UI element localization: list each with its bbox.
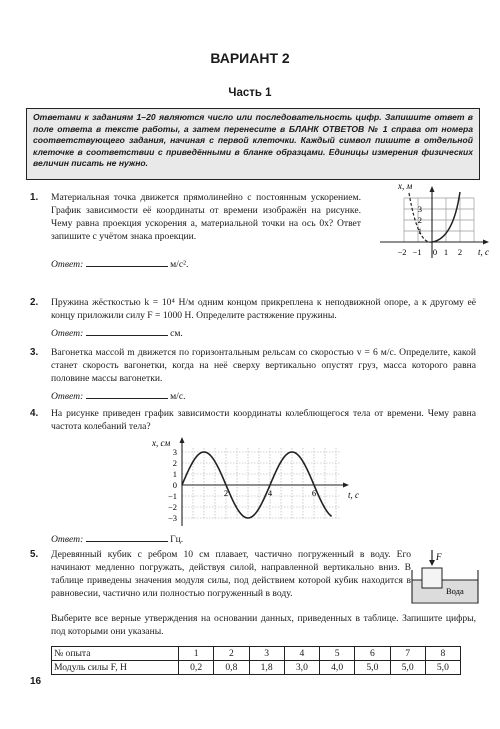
- graph-4-xtick: 4: [267, 488, 273, 498]
- graph-1: [372, 178, 494, 276]
- question-2-number: 2.: [30, 297, 39, 308]
- graph-4-ytick: −1: [167, 491, 177, 501]
- table-cell: 1: [179, 647, 214, 661]
- graph-4-ylabel: x, см: [152, 438, 171, 448]
- table-cell: 0,8: [214, 661, 249, 675]
- table-cell: 6: [355, 647, 390, 661]
- table-cell: 7: [390, 647, 425, 661]
- graph-4-xlabel: t, с: [348, 490, 359, 500]
- question-3-text: Вагонетка массой m движется по горизонтальным рельсам со скоростью v = 6 м/с. Определите, какой станет скорость вагонетки, когда на неё сверху вертикально опустят груз, масса которого равна половине массы вагонетки.: [51, 347, 476, 384]
- table-header: Модуль силы F, Н: [52, 661, 179, 675]
- graph-1-xtick: −2: [397, 247, 407, 257]
- answer-unit: м/с².: [170, 259, 189, 270]
- question-3-answer: [51, 389, 186, 402]
- graph-4-ytick: 1: [172, 469, 177, 479]
- graph-4-ytick: 0: [172, 480, 177, 490]
- answer-field[interactable]: [86, 257, 168, 267]
- variant-title: ВАРИАНТ 2: [210, 50, 290, 66]
- table-cell: 8: [425, 647, 460, 661]
- table-cell: 5,0: [425, 661, 460, 675]
- answer-label: Ответ:: [51, 534, 84, 545]
- table-row: [52, 647, 461, 661]
- question-4-text: На рисунке приведен график зависимости координаты колеблющегося тела от времени. Чему равна частота колебаний тела?: [51, 408, 476, 432]
- question-5-instruction: Выберите все верные утверждения на основании данных, приведенных в таблице. Запишите цифры, под которыми они указаны.: [51, 613, 476, 637]
- water-label: Вода: [446, 586, 464, 596]
- graph-4-xtick: 6: [311, 488, 317, 498]
- question-5-number: 5.: [30, 549, 39, 560]
- table-cell: 4: [284, 647, 319, 661]
- question-1-number: 1.: [30, 192, 39, 203]
- table-row: [52, 661, 461, 675]
- table-cell: 4,0: [320, 661, 355, 675]
- graph-4-ytick: 2: [172, 458, 177, 468]
- graph-1-xlabel: t, c: [478, 247, 489, 257]
- question-1-answer: [51, 257, 188, 270]
- graph-4-ytick: 3: [172, 447, 177, 457]
- graph-4-xtick: 2: [223, 488, 229, 498]
- graph-1-xtick: 0: [432, 247, 438, 257]
- table-header: № опыта: [52, 647, 179, 661]
- question-2-answer: [51, 326, 183, 339]
- question-1-text: Материальная точка движется прямолинейно с постоянным ускорением. График зависимости её координаты от времени изображён на рисунке. Чему равна проекция ускорения a, материальной точки на ось 0x? Ответ запишите с учётом знака проекции.: [51, 192, 361, 242]
- table-cell: 3: [249, 647, 284, 661]
- graph-1-ytick: 2: [417, 215, 422, 225]
- table-cell: 5,0: [355, 661, 390, 675]
- answer-label: Ответ:: [51, 259, 84, 270]
- graph-4-ytick: −2: [167, 502, 177, 512]
- graph-1-xtick: 2: [457, 247, 463, 257]
- table-cell: 5,0: [390, 661, 425, 675]
- answer-field[interactable]: [86, 389, 168, 399]
- graph-1-xtick: 1: [443, 247, 449, 257]
- page-number: 16: [30, 676, 42, 687]
- graph-1-ytick: 3: [417, 204, 422, 214]
- table-cell: 0,2: [179, 661, 214, 675]
- table-cell: 3,0: [284, 661, 319, 675]
- cube: [422, 568, 442, 588]
- graph-1-ylabel: x, м: [398, 181, 413, 191]
- floating-cube-figure: [410, 548, 482, 606]
- answer-label: Ответ:: [51, 391, 84, 402]
- graph-1-xtick: −1: [412, 247, 422, 257]
- answer-field[interactable]: [86, 326, 168, 336]
- graph-4-ytick: −3: [167, 513, 177, 523]
- answer-unit: Гц.: [170, 534, 184, 545]
- question-5-text: Деревянный кубик с ребром 10 см плавает, частично погруженный в воду. Его начинают медленно погружать, действуя силой, направленной вертикально вниз. В таблице приведены значения модуля силы, под действием которой кубик находится в равновесии, частично или полностью погруженный в воду.: [51, 549, 411, 599]
- question-4-answer: [51, 532, 183, 545]
- part-title: Часть 1: [228, 87, 272, 99]
- question-4-number: 4.: [30, 408, 39, 419]
- answer-unit: м/с.: [170, 391, 186, 402]
- answer-field[interactable]: [86, 532, 168, 542]
- table-cell: 2: [214, 647, 249, 661]
- table-cell: 5: [320, 647, 355, 661]
- graph-1-ytick: 1: [417, 226, 422, 236]
- force-label: F: [436, 552, 442, 562]
- answer-label: Ответ:: [51, 328, 84, 339]
- instructions-box: Ответами к заданиям 1–20 являются число или последовательность цифр. Запишите ответ в поле ответа в тексте работы, а затем перенесите в БЛАНК ОТВЕТОВ № 1 справа от номера соответствующего задания, начиная с первой клеточки. Каждый символ пишите в отдельной клеточке в соответствии с приведёнными в бланке образцами. Единицы измерения физических величин писать не нужно.: [26, 108, 480, 180]
- answer-unit: см.: [170, 328, 183, 339]
- table-cell: 1,8: [249, 661, 284, 675]
- question-2-text: Пружина жёсткостью k = 10⁴ Н/м одним концом прикреплена к неподвижной опоре, а к другому её концу приложили силу F = 1000 Н. Определите растяжение пружины.: [51, 297, 476, 321]
- question-3-number: 3.: [30, 347, 39, 358]
- forces-table: [51, 646, 461, 675]
- graph-4: [140, 434, 370, 528]
